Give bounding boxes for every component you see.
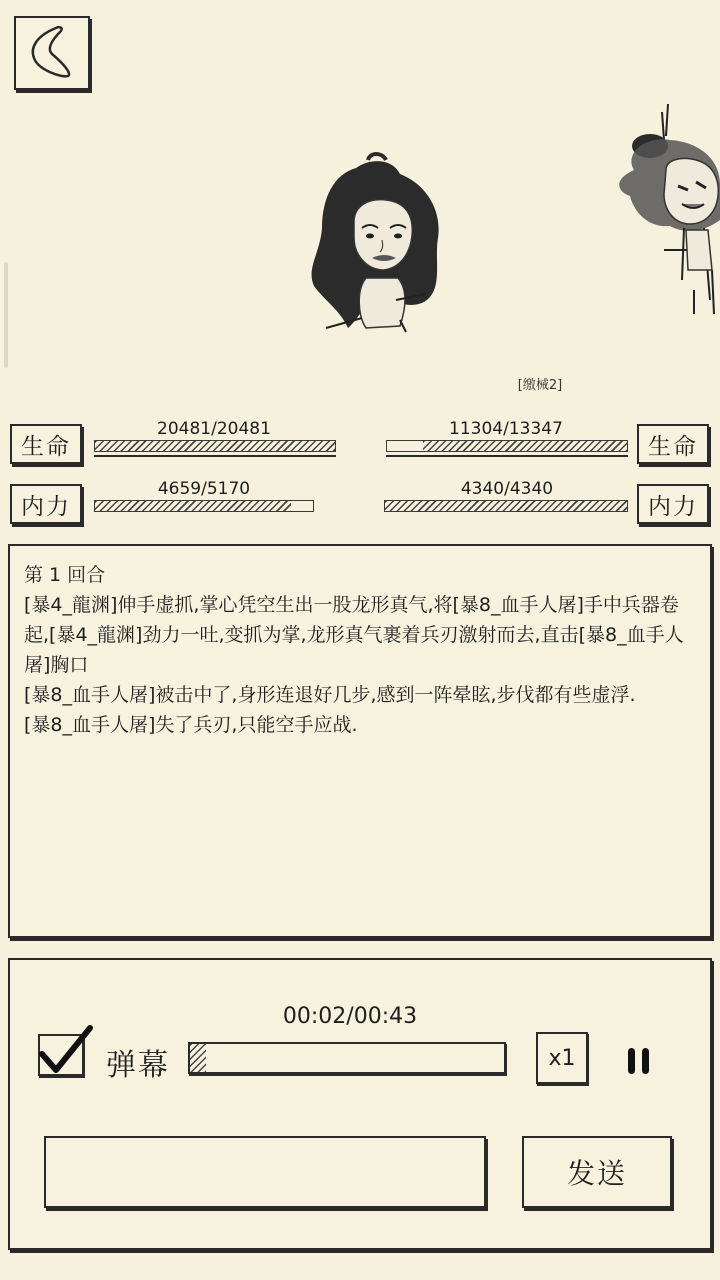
send-button[interactable] (522, 1136, 672, 1208)
playback-progress-fill (190, 1044, 206, 1072)
player-mp-label: 内力 (10, 484, 82, 524)
battle-log[interactable] (8, 544, 712, 938)
playback-progress-bar[interactable] (188, 1042, 506, 1074)
danmaku-checkbox[interactable] (38, 1034, 84, 1076)
checkmark-icon (36, 1022, 96, 1078)
danmaku-label: 弹幕 (106, 1048, 170, 1083)
enemy-character-portrait (604, 100, 720, 314)
enemy-hp-bar (386, 440, 628, 452)
player-hp-bar (94, 440, 336, 452)
log-line: [暴8_血手人屠]被击中了,身形连退好几步,感到一阵晕眩,步伐都有些虚浮. (24, 684, 636, 706)
log-line: [暴4_龍渊]伸手虚抓,掌心凭空生出一股龙形真气,将[暴8_血手人屠]手中兵器卷起,[暴4_龍渊]劲力一吐,变抓为掌,龙形真气裹着兵刃激射而去,直击[暴8_血手人屠]胸口 (24, 594, 684, 676)
message-input-box[interactable] (44, 1136, 486, 1208)
pause-button[interactable] (622, 1046, 656, 1076)
enemy-hp-value: 11304/13347 (449, 419, 563, 439)
back-arrow-icon (16, 18, 88, 88)
enemy-mp-bar-fill (385, 501, 627, 511)
playback-panel (8, 958, 712, 1250)
message-input[interactable] (46, 1138, 484, 1206)
enemy-hp-label: 生命 (637, 424, 709, 464)
enemy-mp-bar (384, 500, 628, 512)
player-hp-label: 生命 (10, 424, 82, 464)
player-hp-value: 20481/20481 (157, 419, 271, 439)
player-mp-bar (94, 500, 314, 512)
enemy-mp-label: 内力 (637, 484, 709, 524)
player-hp-underline (94, 455, 336, 457)
back-button[interactable] (14, 16, 90, 90)
pause-icon (622, 1046, 656, 1076)
speed-button[interactable] (536, 1032, 588, 1084)
enemy-hp-bar-fill (423, 441, 627, 451)
player-hp-bar-fill (95, 441, 335, 451)
player-mp-value: 4659/5170 (157, 479, 251, 499)
send-button-label: 发送 (566, 1157, 627, 1190)
enemy-mp-value: 4340/4340 (460, 479, 554, 499)
playback-time: 00:02/00:43 (282, 1004, 418, 1029)
log-line: 第 1 回合 (24, 564, 106, 586)
player-character-portrait (296, 150, 452, 340)
scroll-indicator (4, 262, 8, 368)
enemy-hp-underline (386, 455, 628, 457)
speed-label: x1 (548, 1045, 576, 1071)
log-line: [暴8_血手人屠]失了兵刃,只能空手应战. (24, 714, 358, 736)
player-mp-bar-fill (95, 501, 291, 511)
enemy-status-tag: [缴械2] (517, 378, 563, 393)
